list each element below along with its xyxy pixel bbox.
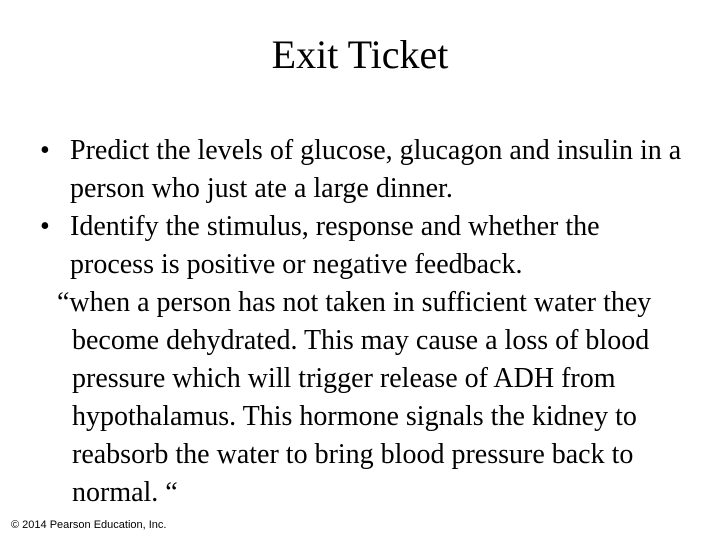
bullet-item-feedback [0,208,690,284]
bullet-marker: • [40,135,50,166]
bullet-item-glucose [0,132,690,208]
bullet-text: Identify the stimulus, response and whether the process is positive or negative feedback. [70,211,600,280]
slide-body [0,132,720,512]
bullet-marker: • [40,211,50,242]
scenario-quote: “when a person has not taken in sufficient water they become dehydrated. This may cause a loss of blood pressure which will trigger release of ADH from hypothalamus. This hormone signals the kidney to reabsorb the water to bring blood pressure back to normal. “ [57,287,652,508]
copyright-notice: © 2014 Pearson Education, Inc. [11,519,167,531]
bullet-text: Predict the levels of glucose, glucagon and insulin in a person who just ate a large dinner. [70,135,682,204]
slide-title: Exit Ticket [271,32,449,77]
